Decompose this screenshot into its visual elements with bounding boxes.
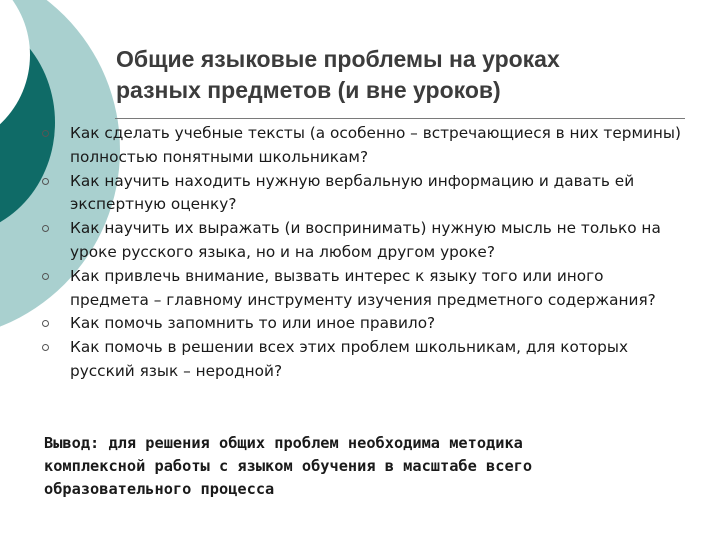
bullet-item [42, 122, 682, 170]
conclusion-text [44, 432, 684, 501]
bullet-text: Как сделать учебные тексты (а особенно – встречающиеся в них термины) полностью понятными школьникам? [70, 124, 681, 166]
bullet-text: Как помочь в решении всех этих проблем школьникам, для которых русский язык – неродной? [70, 338, 629, 380]
bullet-circle-icon [42, 344, 49, 351]
bullet-item [42, 336, 682, 384]
bullet-circle-icon [42, 273, 49, 280]
bullet-text: Как помочь запомнить то или иное правило? [70, 314, 436, 333]
bullet-text: Как научить их выражать (и воспринимать) нужную мысль не только на уроке русского языка, но и на любом другом уроке? [70, 219, 661, 261]
title-divider [115, 118, 685, 119]
bullet-text: Как привлечь внимание, вызвать интерес к языку того или иного предмета – главному инструменту изучения предметного содержания? [70, 266, 656, 309]
bullet-item [42, 170, 682, 218]
bullet-item [42, 265, 682, 313]
bullet-item [42, 217, 682, 265]
slide-title-line: разных предметов (и вне уроков) [116, 77, 501, 103]
slide-title [116, 44, 706, 106]
bullet-circle-icon [42, 178, 49, 185]
bullet-item [42, 312, 682, 336]
bullet-circle-icon [42, 320, 49, 327]
conclusion-line: комплексной работы с языком обучения в масштабе всего [44, 457, 533, 475]
slide-title-line: Общие языковые проблемы на уроках [116, 46, 560, 72]
bullet-circle-icon [42, 225, 49, 232]
bullet-circle-icon [42, 130, 49, 137]
conclusion-line: образовательного процесса [44, 480, 275, 498]
bullet-list [42, 122, 682, 384]
bullet-text: Как научить находить нужную вербальную информацию и давать ей экспертную оценку? [70, 171, 635, 214]
conclusion-line: Вывод: для решения общих проблем необходима методика [44, 434, 523, 452]
